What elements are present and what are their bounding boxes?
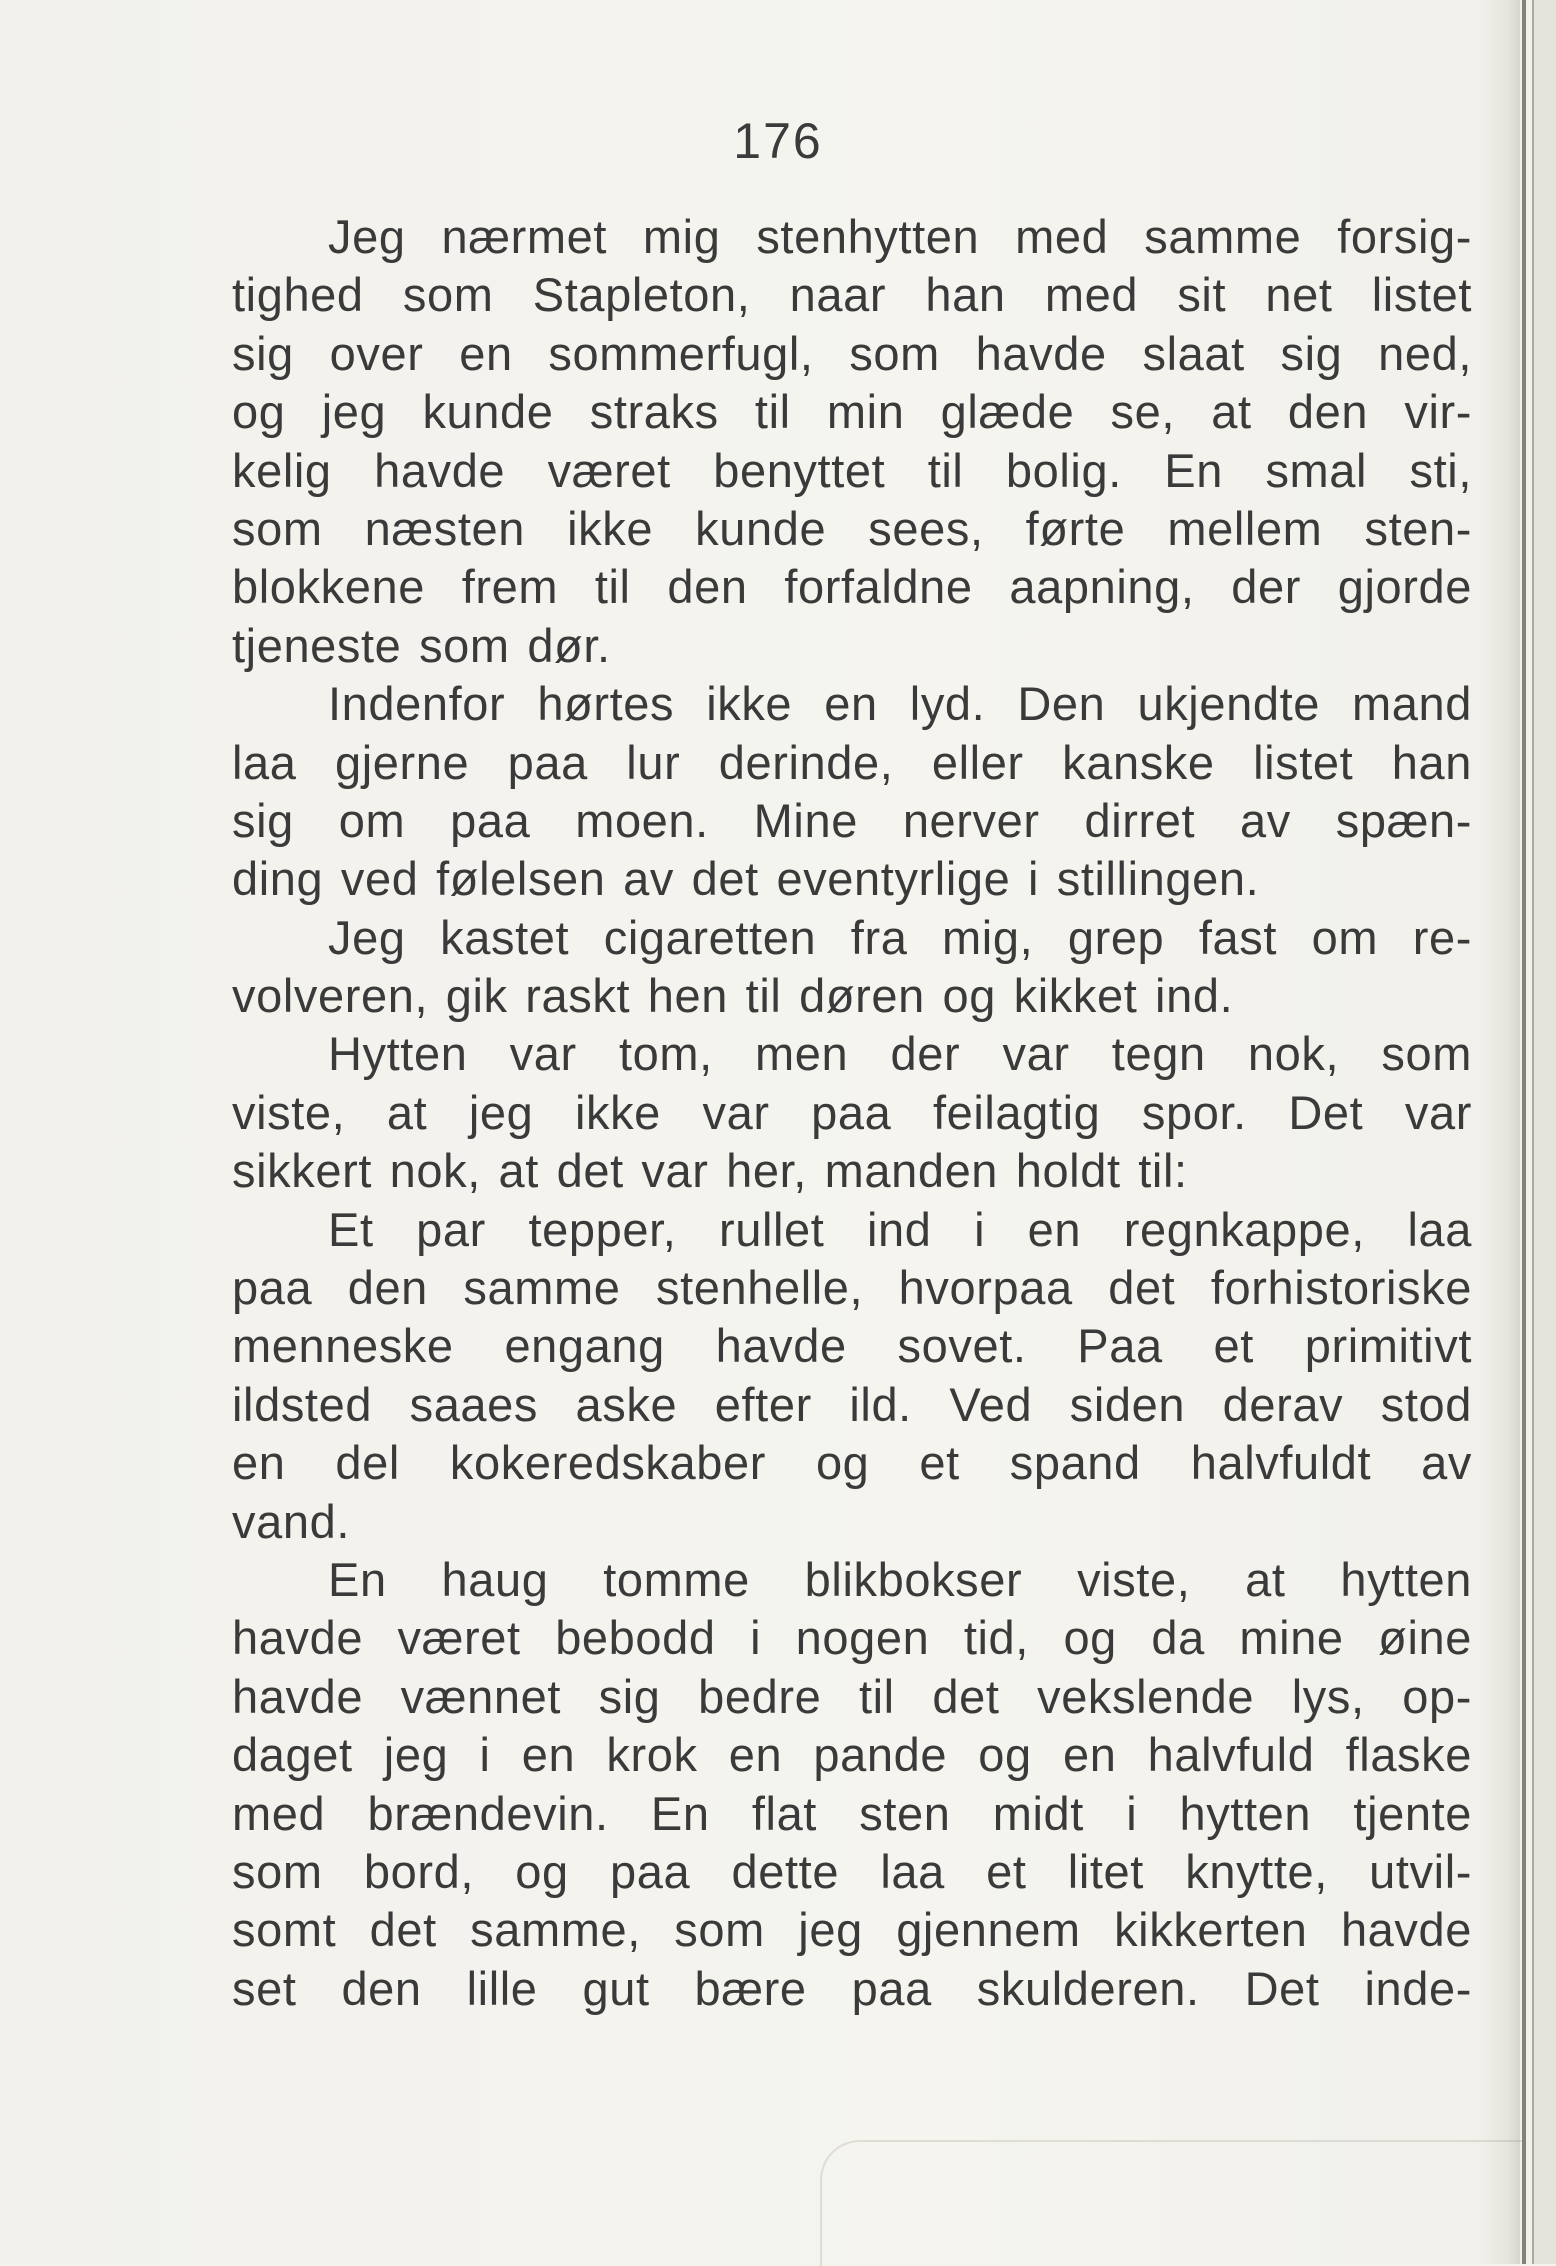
- text-line: en del kokeredskaber og et spand halvfuldt av: [232, 1436, 1472, 1490]
- text-line: set den lille gut bære paa skulderen. Det inde-: [232, 1961, 1472, 2015]
- text-line: laa gjerne paa lur derinde, eller kanske listet han: [232, 735, 1472, 789]
- text-line: Jeg kastet cigaretten fra mig, grep fast om re-: [328, 910, 1472, 964]
- text-line: Jeg nærmet mig stenhytten med samme forsig-: [328, 210, 1472, 263]
- text-line: vand.: [232, 1494, 350, 1548]
- text-line: paa den samme stenhelle, hvorpaa det forhistoriske: [232, 1261, 1472, 1315]
- paper-corner-mark: [820, 2140, 1522, 2266]
- text-line: En haug tomme blikbokser viste, at hytten: [328, 1552, 1472, 1606]
- text-line: sig over en sommerfugl, som havde slaat sig ned,: [232, 326, 1472, 380]
- page-number: 176: [733, 113, 823, 169]
- page-edge-strip: [1534, 0, 1556, 2264]
- page-edge-line: [1522, 0, 1526, 2264]
- text-line: tighed som Stapleton, naar han med sit net listet: [232, 268, 1472, 322]
- body-text: [232, 208, 1472, 2018]
- text-line: sikkert nok, at det var her, manden holdt til:: [232, 1144, 1188, 1198]
- text-line: ildsted saaes aske efter ild. Ved siden derav stod: [232, 1377, 1472, 1431]
- text-line: Hytten var tom, men der var tegn nok, som: [328, 1027, 1472, 1081]
- text-line: somt det samme, som jeg gjennem kikkerten havde: [232, 1903, 1472, 1957]
- text-line: som bord, og paa dette laa et litet knytte, utvil-: [232, 1844, 1472, 1898]
- text-line: menneske engang havde sovet. Paa et primitivt: [232, 1319, 1472, 1373]
- text-line: ding ved følelsen av det eventyrlige i stillingen.: [232, 852, 1260, 906]
- text-line: Et par tepper, rullet ind i en regnkappe, laa: [328, 1202, 1472, 1256]
- text-line: volveren, gik raskt hen til døren og kikket ind.: [232, 969, 1234, 1023]
- text-line: og jeg kunde straks til min glæde se, at den vir-: [232, 385, 1472, 439]
- text-line: daget jeg i en krok en pande og en halvfuld flaske: [232, 1728, 1472, 1782]
- text-line: kelig havde været benyttet til bolig. En smal sti,: [232, 443, 1472, 497]
- binding-shadow: [1480, 0, 1520, 2264]
- text-line: sig om paa moen. Mine nerver dirret av spæn-: [232, 793, 1472, 847]
- text-line: som næsten ikke kunde sees, førte mellem sten-: [232, 501, 1472, 555]
- text-line: havde vænnet sig bedre til det vekslende lys, op-: [232, 1669, 1472, 1723]
- text-line: blokkene frem til den forfaldne aapning, der gjorde: [232, 560, 1472, 614]
- text-line: tjeneste som dør.: [232, 618, 611, 672]
- text-line: viste, at jeg ikke var paa feilagtig spor. Det var: [232, 1085, 1472, 1139]
- text-line: Indenfor hørtes ikke en lyd. Den ukjendte mand: [328, 677, 1472, 731]
- text-line: havde været bebodd i nogen tid, og da mine øine: [232, 1611, 1472, 1665]
- text-line: med brændevin. En flat sten midt i hytten tjente: [232, 1786, 1472, 1840]
